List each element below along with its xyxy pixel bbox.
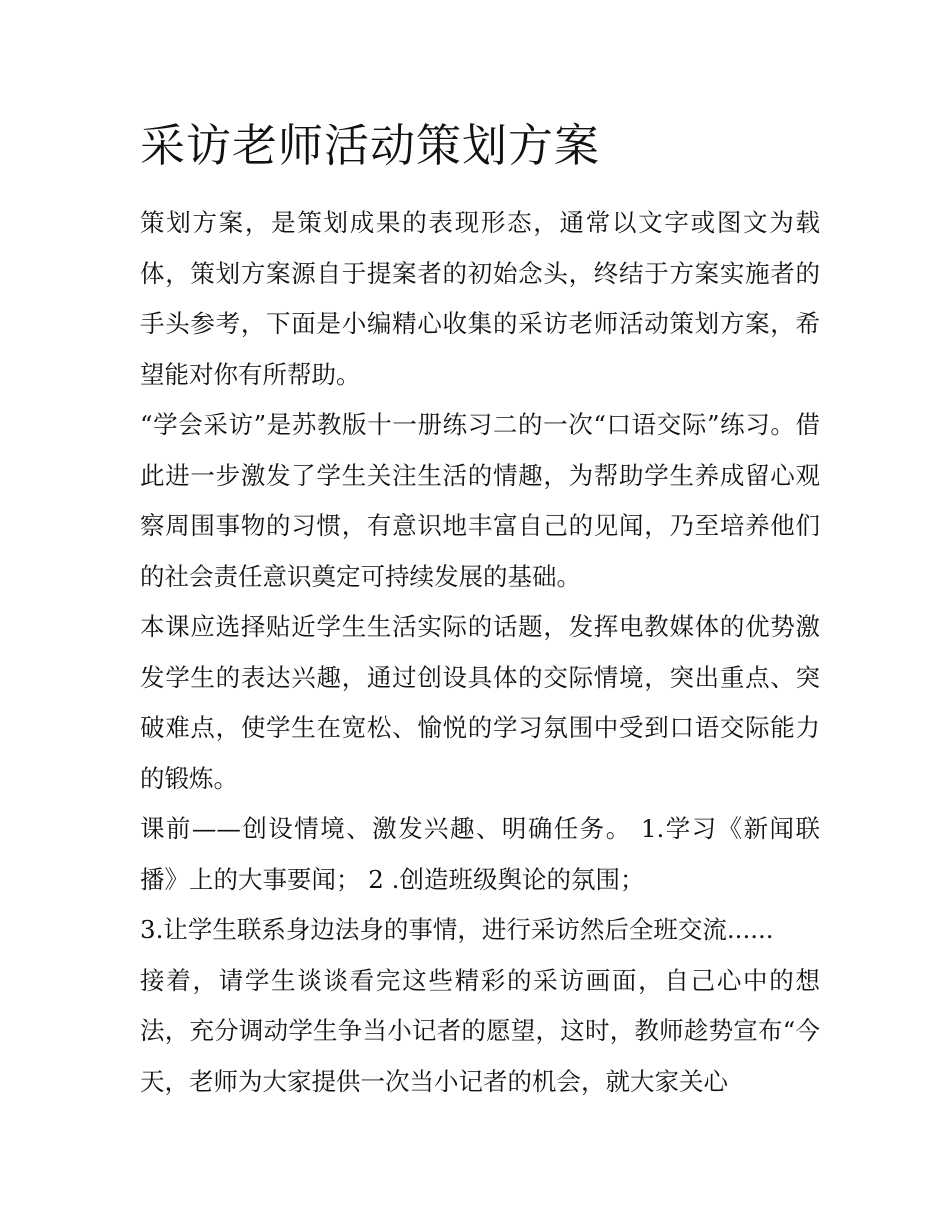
document-body: [140, 198, 820, 1107]
document-title: 采访老师活动策划方案: [140, 119, 601, 172]
paragraph-pre-class: 课前——创设情境、激发兴趣、明确任务。 1.学习《新闻联播》上的大事要闻； 2 .创造班级舆论的氛围；: [140, 814, 820, 894]
paragraph-next: 接着，请学生谈谈看完这些精彩的采访画面，自己心中的想法，充分调动学生争当小记者的愿望，这时，教师趁势宣布“今天，老师为大家提供一次当小记者的机会，就大家关心: [140, 965, 820, 1096]
paragraph-goals: 本课应选择贴近学生生活实际的话题，发挥电教媒体的优势激发学生的表达兴趣，通过创设具体的交际情境，突出重点、突破难点，使学生在宽松、愉悦的学习氛围中受到口语交际能力的锻炼。: [140, 612, 820, 793]
paragraph-intro: 策划方案，是策划成果的表现形态，通常以文字或图文为载体，策划方案源自于提案者的初始念头，终结于方案实施者的手头参考，下面是小编精心收集的采访老师活动策划方案，希望能对你有所帮助。: [140, 208, 820, 389]
paragraph-step-3: 3.让学生联系身边法身的事情，进行采访然后全班交流......: [140, 915, 774, 944]
paragraph-background: “学会采访”是苏教版十一册练习二的一次“口语交际”练习。借此进一步激发了学生关注生活的情趣，为帮助学生养成留心观察周围事物的习惯，有意识地丰富自己的见闻，乃至培养他们的社会责任意识奠定可持续发展的基础。: [140, 410, 820, 591]
